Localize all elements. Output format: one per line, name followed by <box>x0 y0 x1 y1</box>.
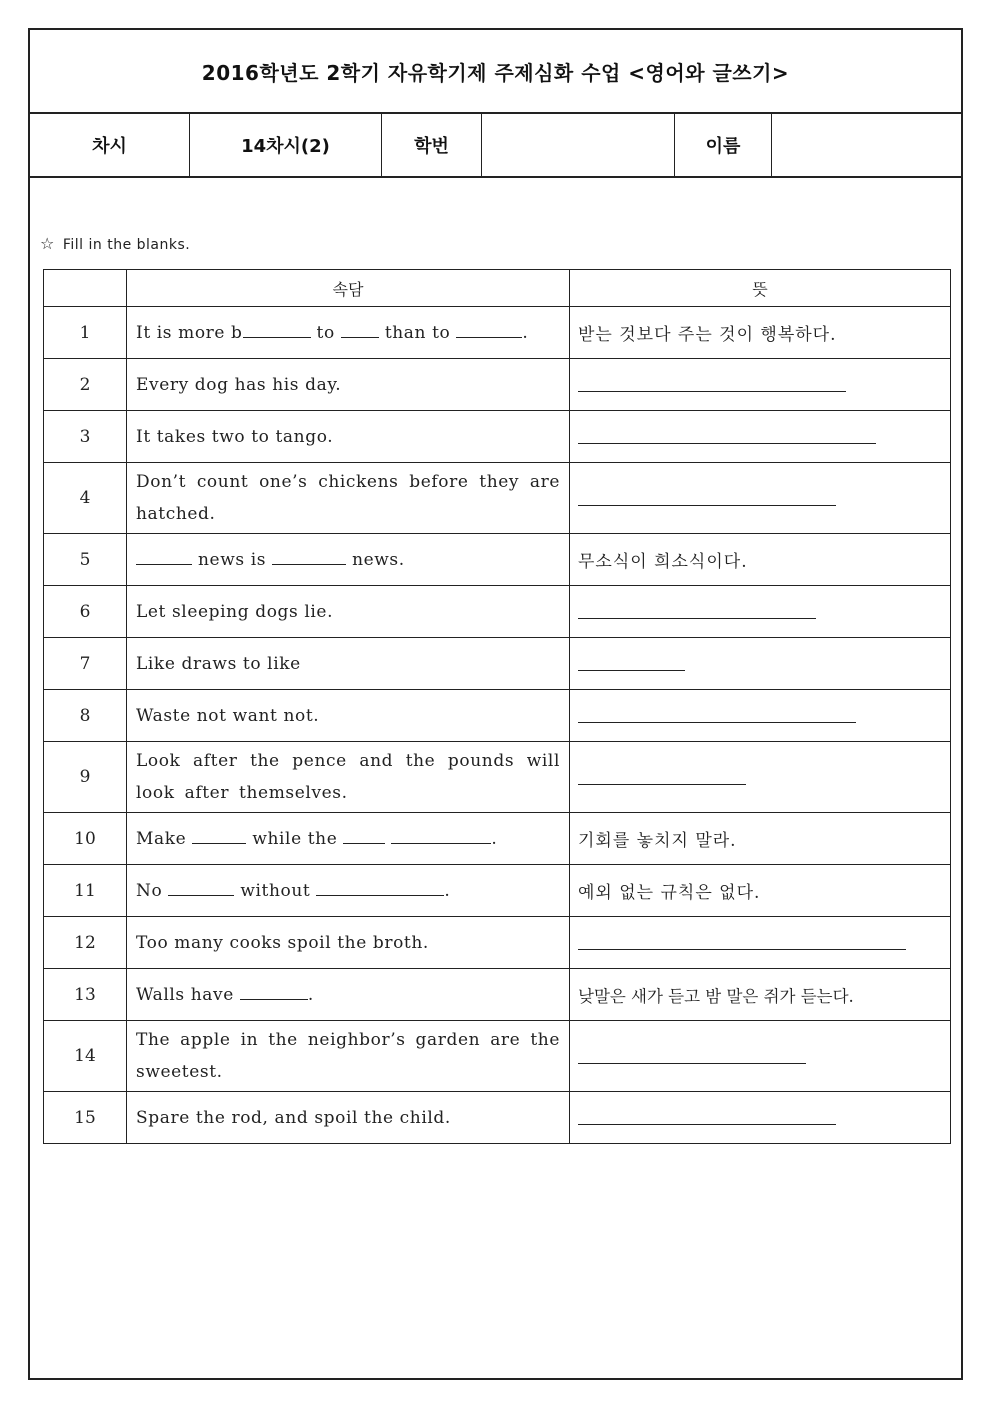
proverb-text: without <box>234 880 317 901</box>
proverb-text: It is more b <box>136 322 243 343</box>
table-row <box>44 690 951 742</box>
proverb-cell: Let sleeping dogs lie. <box>127 586 570 638</box>
blank-input[interactable] <box>192 826 246 844</box>
proverb-cell: Too many cooks spoil the broth. <box>127 917 570 969</box>
table-row <box>44 865 951 917</box>
row-number: 15 <box>44 1092 127 1144</box>
meaning-cell: 예외 없는 규칙은 없다. <box>570 865 951 917</box>
proverb-text: No <box>136 880 169 901</box>
meaning-cell <box>570 917 951 969</box>
answer-line[interactable] <box>578 1063 806 1064</box>
table-row <box>44 813 951 865</box>
proverb-text: . <box>444 880 451 901</box>
name-label: 이름 <box>675 114 772 176</box>
proverb-text: to <box>310 322 341 343</box>
blank-input[interactable] <box>136 547 192 565</box>
answer-line[interactable] <box>578 670 685 671</box>
proverb-cell: Spare the rod, and spoil the child. <box>127 1092 570 1144</box>
meaning-cell <box>570 1021 951 1092</box>
blank-input[interactable] <box>243 320 311 338</box>
blank-input[interactable] <box>168 878 234 896</box>
table-row <box>44 969 951 1021</box>
row-number: 14 <box>44 1021 127 1092</box>
blank-input[interactable] <box>391 826 491 844</box>
blank-input[interactable] <box>341 320 379 338</box>
row-number: 9 <box>44 742 127 813</box>
answer-line[interactable] <box>578 505 836 506</box>
worksheet <box>28 28 963 1380</box>
proverb-text: news is <box>192 549 273 570</box>
meaning-cell <box>570 690 951 742</box>
answer-line[interactable] <box>578 1124 836 1125</box>
proverb-text: . <box>491 828 498 849</box>
instruction-text: Fill in the blanks. <box>62 237 191 253</box>
meaning-cell: 무소식이 희소식이다. <box>570 534 951 586</box>
blank-input[interactable] <box>456 320 522 338</box>
proverb-text: . <box>307 984 314 1005</box>
row-number: 6 <box>44 586 127 638</box>
table-row <box>44 1092 951 1144</box>
answer-line[interactable] <box>578 784 746 785</box>
meaning-cell <box>570 638 951 690</box>
table-row <box>44 307 951 359</box>
proverb-cell: The apple in the neighbor’s garden are the sweetest. <box>127 1021 570 1092</box>
proverb-cell: Waste not want not. <box>127 690 570 742</box>
row-number: 5 <box>44 534 127 586</box>
proverb-cell: Don’t count one’s chickens before they are hatched. <box>127 463 570 534</box>
blank-input[interactable] <box>343 826 385 844</box>
proverb-table <box>43 269 951 1144</box>
table-row <box>44 1021 951 1092</box>
answer-line[interactable] <box>578 391 846 392</box>
meaning-cell <box>570 1092 951 1144</box>
blank-input[interactable] <box>240 982 308 1000</box>
meaning-cell: 받는 것보다 주는 것이 행복하다. <box>570 307 951 359</box>
table-row <box>44 742 951 813</box>
answer-line[interactable] <box>578 949 906 950</box>
header-meaning: 뜻 <box>570 270 951 307</box>
proverb-cell <box>127 813 570 865</box>
proverb-cell <box>127 865 570 917</box>
proverb-cell: Look after the pence and the pounds will look after themselves. <box>127 742 570 813</box>
row-number: 8 <box>44 690 127 742</box>
star-icon: ☆ <box>40 234 55 253</box>
row-number: 10 <box>44 813 127 865</box>
proverb-text: . <box>522 322 529 343</box>
proverb-text: Walls have <box>136 984 240 1005</box>
proverb-cell <box>127 534 570 586</box>
instruction <box>40 234 190 253</box>
table-row <box>44 917 951 969</box>
answer-line[interactable] <box>578 722 856 723</box>
table-row <box>44 534 951 586</box>
meaning-cell: 낮말은 새가 듣고 밤 말은 쥐가 듣는다. <box>570 969 951 1021</box>
answer-line[interactable] <box>578 443 876 444</box>
header-proverb: 속담 <box>127 270 570 307</box>
meaning-cell: 기회를 놓치지 말라. <box>570 813 951 865</box>
info-row <box>30 114 961 178</box>
proverb-text: Make <box>136 828 193 849</box>
proverb-text: than to <box>378 322 457 343</box>
proverb-text: while the <box>246 828 344 849</box>
row-number: 12 <box>44 917 127 969</box>
student-id-field[interactable] <box>482 114 675 176</box>
worksheet-title: 2016학년도 2학기 자유학기제 주제심화 수업 <영어와 글쓰기> <box>30 30 961 114</box>
meaning-cell <box>570 411 951 463</box>
proverb-text: news. <box>346 549 405 570</box>
meaning-cell <box>570 586 951 638</box>
proverb-cell <box>127 969 570 1021</box>
proverb-cell: It takes two to tango. <box>127 411 570 463</box>
meaning-cell <box>570 359 951 411</box>
table-row <box>44 463 951 534</box>
blank-input[interactable] <box>272 547 346 565</box>
session-label: 차시 <box>30 114 190 176</box>
row-number: 4 <box>44 463 127 534</box>
table-row <box>44 411 951 463</box>
table-row <box>44 359 951 411</box>
student-id-label: 학번 <box>382 114 482 176</box>
meaning-cell <box>570 463 951 534</box>
proverb-cell: Every dog has his day. <box>127 359 570 411</box>
proverb-cell <box>127 307 570 359</box>
table-row <box>44 586 951 638</box>
table-row <box>44 638 951 690</box>
row-number: 3 <box>44 411 127 463</box>
blank-input[interactable] <box>316 878 444 896</box>
session-value: 14차시(2) <box>190 114 382 176</box>
row-number: 11 <box>44 865 127 917</box>
row-number: 1 <box>44 307 127 359</box>
answer-line[interactable] <box>578 618 816 619</box>
meaning-cell <box>570 742 951 813</box>
row-number: 13 <box>44 969 127 1021</box>
proverb-cell: Like draws to like <box>127 638 570 690</box>
row-number: 2 <box>44 359 127 411</box>
name-field[interactable] <box>772 114 961 176</box>
row-number: 7 <box>44 638 127 690</box>
header-number <box>44 270 127 307</box>
